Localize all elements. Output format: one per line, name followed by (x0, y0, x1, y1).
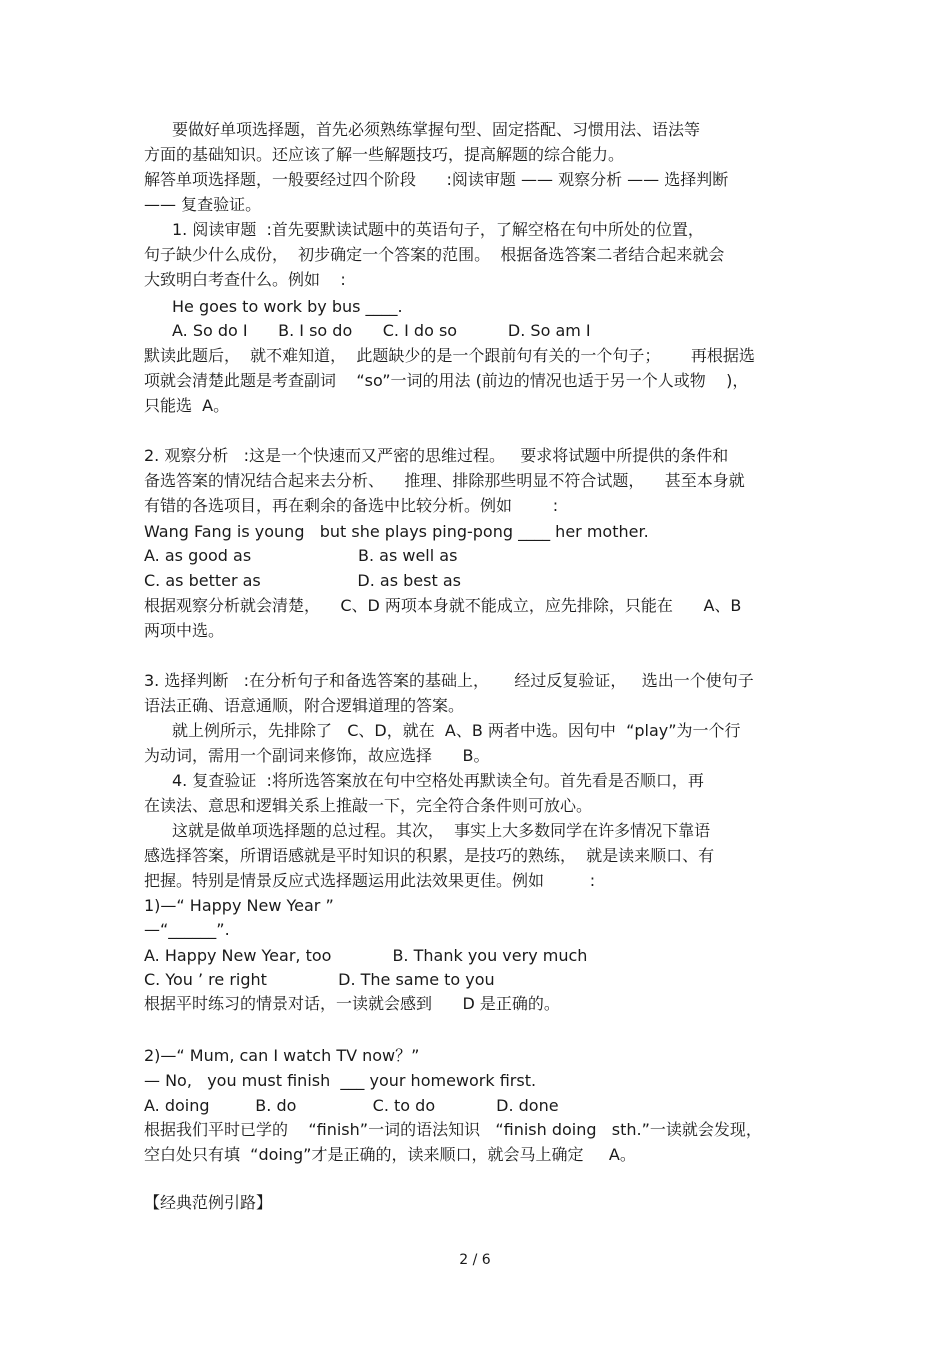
text-line: 方面的基础知识。还应该了解一些解题技巧，提高解题的综合能力。 (144, 145, 625, 164)
text-line: C. as better as D. as best as (144, 571, 461, 590)
text-line: 4. 复查验证 :将所选答案放在句中空格处再默读全句。首先看是否顺口，再 (172, 771, 704, 790)
text-line: A. So do I B. I so do C. I do so D. So am I (172, 321, 591, 340)
text-line: C. You ’ re right D. The same to you (144, 970, 495, 989)
text-line: 要做好单项选择题，首先必须熟练掌握句型、固定搭配、习惯用法、语法等 (172, 120, 701, 139)
text-line: A. as good as B. as well as (144, 546, 458, 565)
text-line: 根据我们平时已学的 “finish”一词的语法知识 “finish doing sth.”一读就会发现， (144, 1120, 762, 1139)
text-line: He goes to work by bus ____. (172, 297, 403, 316)
text-line: 只能选 A。 (144, 396, 230, 415)
text-line: 3. 选择判断 :在分析句子和备选答案的基础上， 经过反复验证， 选出一个使句子 (144, 671, 754, 690)
text-line: 解答单项选择题，一般要经过四个阶段 :阅读审题 —— 观察分析 —— 选择判断 (144, 170, 729, 189)
text-line: 句子缺少什么成份， 初步确定一个答案的范围。 根据备选答案二者结合起来就会 (144, 245, 725, 264)
text-line: 2)—“ Mum, can I watch TV now？” (144, 1046, 420, 1065)
text-line: 1)—“ Happy New Year ” (144, 896, 334, 915)
text-line: 语法正确、语意通顺，附合逻辑道理的答案。 (144, 696, 465, 715)
text-line: A. doing B. do C. to do D. done (144, 1096, 559, 1115)
text-line: 两项中选。 (144, 621, 225, 640)
text-line: 2. 观察分析 :这是一个快速而又严密的思维过程。 要求将试题中所提供的条件和 (144, 446, 729, 465)
text-line: 1. 阅读审题 :首先要默读试题中的英语句子，了解空格在句中所处的位置， (172, 220, 704, 239)
page-number: 2 / 6 (459, 1252, 491, 1268)
text-line: 在读法、意思和逻辑关系上推敲一下，完全符合条件则可放心。 (144, 796, 593, 815)
text-line: —— 复查验证。 (144, 195, 262, 214)
text-line: 感选择答案，所谓语感就是平时知识的积累，是技巧的熟练， 就是读来顺口、有 (144, 846, 715, 865)
text-line: 备选答案的情况结合起来去分析、 推理、排除那些明显不符合试题， 甚至本身就 (144, 471, 745, 490)
text-line: 默读此题后， 就不难知道， 此题缺少的是一个跟前句有关的一个句子； 再根据选 (144, 346, 755, 365)
text-line: 空白处只有填 “doing”才是正确的，读来顺口，就会马上确定 A。 (144, 1145, 636, 1164)
text-line: 有错的各选项目，再在剩余的备选中比较分析。例如 : (144, 496, 559, 515)
text-line: 这就是做单项选择题的总过程。其次， 事实上大多数同学在许多情况下靠语 (172, 821, 711, 840)
section-heading: 【经典范例引路】 (144, 1193, 273, 1212)
text-line: 根据平时练习的情景对话，一读就会感到 D 是正确的。 (144, 994, 560, 1013)
text-line: 根据观察分析就会清楚， C、D 两项本身就不能成立，应先排除，只能在 A、B (144, 596, 742, 615)
text-line: —“______”. (144, 920, 230, 939)
text-line: — No, you must finish ___ your homework first. (144, 1071, 537, 1090)
text-line: 为动词，需用一个副词来修饰，故应选择 B。 (144, 746, 490, 765)
text-line: A. Happy New Year, too B. Thank you very much (144, 946, 588, 965)
text-line: 把握。特别是情景反应式选择题运用此法效果更佳。例如 : (144, 871, 596, 890)
text-line: 项就会清楚此题是考查副词 “so”一词的用法 (前边的情况也适于另一个人或物 )， (144, 371, 749, 390)
text-line: 大致明白考查什么。例如 : (144, 270, 346, 289)
text-line: 就上例所示，先排除了 C、D，就在 A、B 两者中选。因句中 “play”为一个行 (172, 721, 741, 740)
text-line: Wang Fang is young but she plays ping-pong ____ her mother. (144, 522, 649, 541)
